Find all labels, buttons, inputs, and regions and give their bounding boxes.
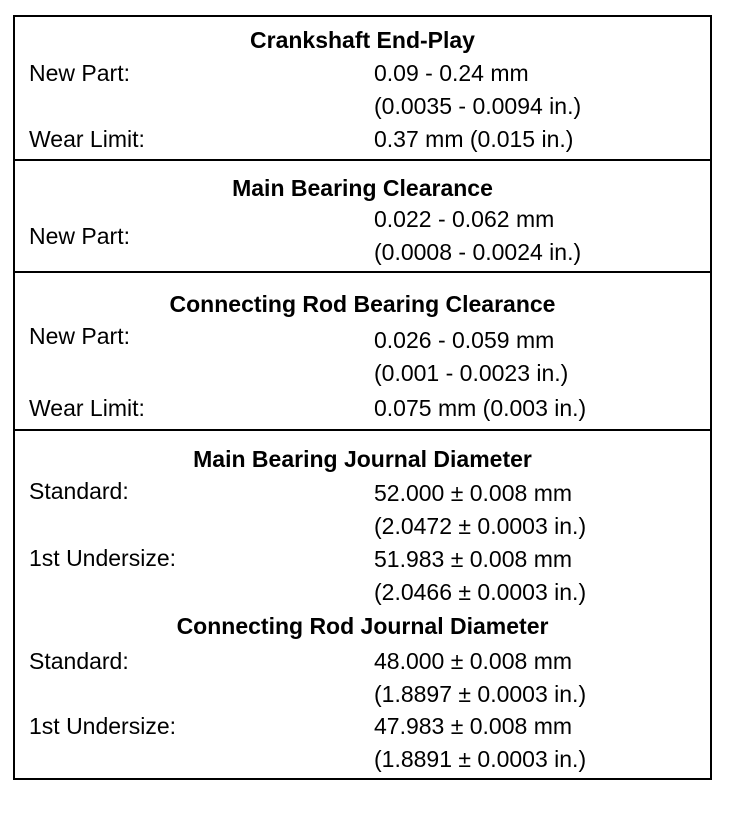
row-label: 1st Undersize:: [29, 713, 177, 739]
section-connecting-rod-bearing-clearance: [15, 273, 710, 431]
row-value-in: (0.0035 - 0.0094 in.): [374, 93, 582, 119]
section-title: Crankshaft End-Play: [250, 27, 475, 53]
section-crankshaft-end-play: [15, 17, 710, 161]
row-label: Standard:: [29, 478, 129, 504]
row-label: Wear Limit:: [29, 126, 145, 152]
row-value: 0.075 mm (0.003 in.): [374, 395, 587, 421]
section-title: Connecting Rod Bearing Clearance: [169, 291, 556, 317]
row-label: Standard:: [29, 648, 129, 674]
row-label: New Part:: [29, 60, 130, 86]
row-label: Wear Limit:: [29, 395, 145, 421]
row-label: New Part:: [29, 323, 130, 349]
row-value: 0.37 mm (0.015 in.): [374, 126, 574, 152]
row-label: New Part:: [29, 223, 130, 249]
row-value-mm: 47.983 ± 0.008 mm: [374, 713, 573, 739]
row-value-mm: 0.09 - 0.24 mm: [374, 60, 529, 86]
spec-table: [13, 15, 712, 780]
row-value-in: (0.001 - 0.0023 in.): [374, 360, 569, 386]
row-value-mm: 51.983 ± 0.008 mm: [374, 546, 573, 572]
section-title: Connecting Rod Journal Diameter: [176, 613, 549, 639]
row-value-in: (1.8891 ± 0.0003 in.): [374, 746, 587, 772]
section-title: Main Bearing Journal Diameter: [193, 446, 532, 472]
row-value-in: (0.0008 - 0.0024 in.): [374, 239, 582, 265]
section-journal-diameters: [15, 431, 710, 778]
row-label: 1st Undersize:: [29, 545, 177, 571]
row-value-mm: 52.000 ± 0.008 mm: [374, 480, 573, 506]
row-value-in: (1.8897 ± 0.0003 in.): [374, 681, 587, 707]
row-value-in: (2.0466 ± 0.0003 in.): [374, 579, 587, 605]
row-value-mm: 0.022 - 0.062 mm: [374, 206, 555, 232]
row-value-mm: 48.000 ± 0.008 mm: [374, 648, 573, 674]
row-value-in: (2.0472 ± 0.0003 in.): [374, 513, 587, 539]
section-title: Main Bearing Clearance: [232, 175, 493, 201]
section-main-bearing-clearance: [15, 161, 710, 273]
row-value-mm: 0.026 - 0.059 mm: [374, 327, 555, 353]
